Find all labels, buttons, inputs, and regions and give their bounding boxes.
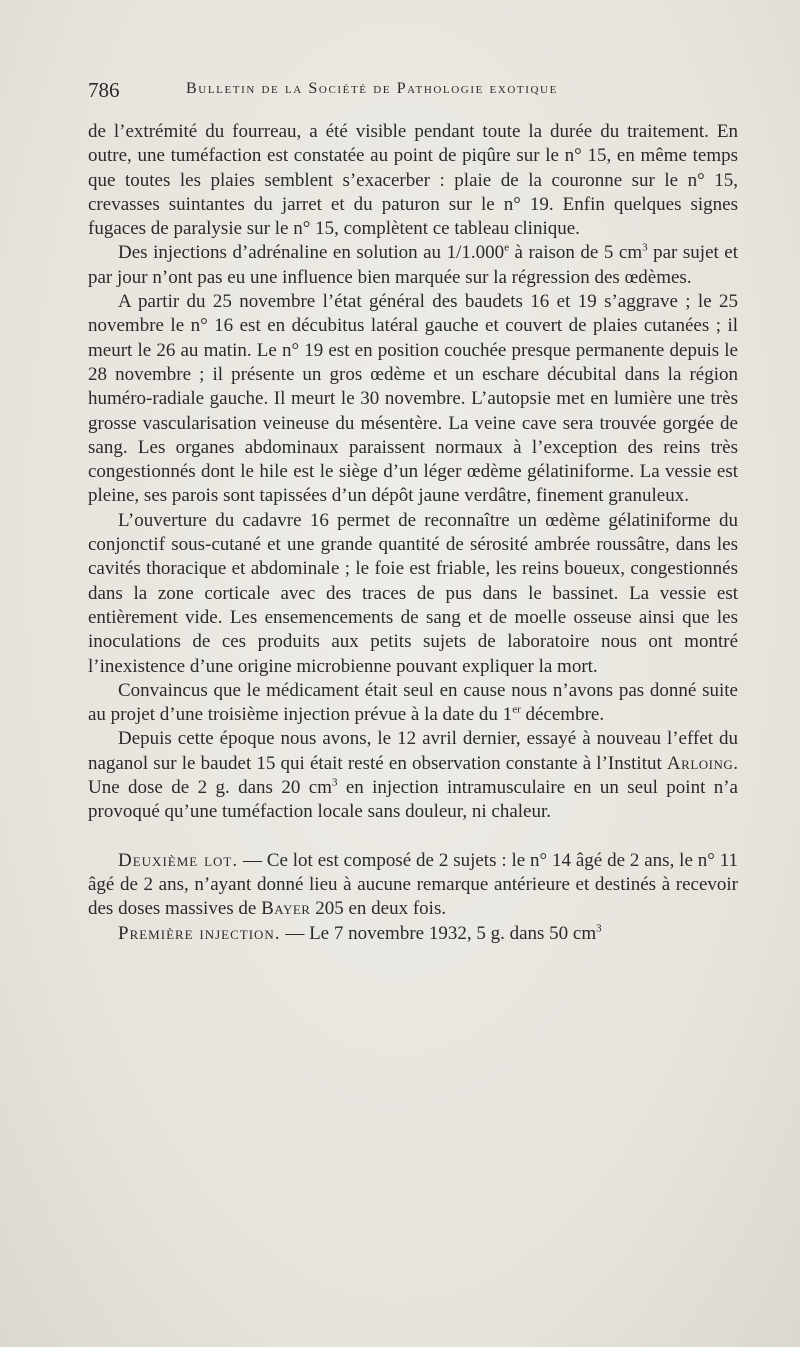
paragraph-5 bbox=[88, 679, 738, 728]
paragraph-1: de l’extrémité du fourreau, a été visible pendant toute la durée du traitement. En outre, une tuméfaction est constatée au point de piqûre sur le n° 15, en même temps que toutes les plaies semblent s’exacerber : plaie de la couronne sur le n° 15, crevasses suintantes du jarret et du paturon sur le n° 19. Enfin quelques signes fugaces de paralysie sur le n° 15, complètent ce tableau clinique. bbox=[88, 121, 738, 240]
lot-2-end: 205 en deux fois. bbox=[310, 898, 447, 920]
body-text bbox=[88, 120, 738, 946]
paragraph-3: A partir du 25 novembre l’état général des baudets 16 et 19 s’aggrave ; le 25 novembre le n° 16 est en décubitus latéral gauche et couvert de plaies cutanées ; il meurt le 26 au matin. Le n° 19 est en position couchée presque permanente depuis le 28 novembre ; il présente un gros œdème et un eschare décubital dans la région huméro-radiale gauche. Il meurt le 30 novembre. L’autopsie met en lumière une très grosse vascularisation veineuse du mésentère. La veine cave sera trouvée gorgée de sang. Les organes abdominaux paraissent normaux à l’exception des reins très congestionnés dont le hile est le siège d’un léger œdème gélatiniforme. La vessie est pleine, ses parois sont tapissées d’un dépôt jaune verdâtre, finement granuleux. bbox=[88, 291, 738, 507]
superscript: e bbox=[504, 242, 509, 255]
lot-2-title: Deuxième lot. bbox=[118, 849, 239, 871]
paragraph-2 bbox=[88, 241, 738, 290]
superscript: 3 bbox=[642, 242, 648, 255]
page-number: 786 bbox=[88, 78, 120, 102]
paragraph-4: L’ouverture du cadavre 16 permet de reconnaître un œdème gélatiniforme du conjonctif sous-cutané et une grande quantité de sérosité ambrée roussâtre, dans les cavités thoracique et abdominale ; le foie est friable, les reins boueux, congestionnés dans la zone corticale avec des traces de pus dans le bassinet. La vessie est entièrement vide. Les ensemencements de sang et de moelle osseuse ainsi que les inoculations de ces produits aux petits sujets de laboratoire nous ont montré l’inexistence d’une origine microbienne pouvant expliquer la mort. bbox=[88, 509, 738, 677]
paragraph-2-end: par sujet et par jour n’ont pas eu une influence bien marquée sur la régression des œdèmes. bbox=[88, 242, 739, 288]
superscript: 3 bbox=[331, 776, 338, 789]
paragraph-6 bbox=[88, 727, 738, 824]
superscript: 3 bbox=[596, 922, 602, 935]
superscript: er bbox=[512, 703, 521, 716]
injection-1-paragraph bbox=[88, 922, 738, 946]
paragraph-2-mid: à raison de 5 cm bbox=[509, 242, 643, 264]
paragraph-6-mid: . Une dose de 2 g. dans 20 cm bbox=[88, 752, 738, 799]
injection-1-text: — Le 7 novembre 1932, 5 g. dans 50 cm bbox=[280, 922, 597, 944]
paragraph-6-end: en injection intramusculaire en un seul point n’a provoqué qu’une tuméfaction locale sans douleur, ni chaleur. bbox=[88, 777, 738, 823]
paragraph-6-start: Depuis cette époque nous avons, le 12 avril dernier, essayé à nouveau l’effet du naganol sur le baudet 15 qui était resté en observation constante à l’Institut bbox=[88, 728, 738, 774]
institute-name: Arloing bbox=[666, 752, 734, 774]
bayer-name: Bayer bbox=[261, 898, 311, 920]
paragraph-2-start: Des injections d’adrénaline en solution au 1/1.000 bbox=[118, 242, 505, 264]
paragraph-5-end: décembre. bbox=[520, 704, 605, 726]
paragraph-5-start: Convaincus que le médicament était seul en cause nous n’avons pas donné suite au projet d’une troisième injection prévue à la date du 1 bbox=[88, 679, 738, 726]
lot-2-text: — Ce lot est composé de 2 sujets : le n° 14 âgé de 2 ans, le n° 11 âgé de 2 ans, n’ayant donné lieu à aucune remarque antérieure et destinés à recevoir des doses massives de bbox=[88, 849, 738, 920]
page-header bbox=[88, 78, 758, 106]
section-gap bbox=[88, 825, 738, 849]
running-title: Bulletin de la Société de Pathologie exotique bbox=[186, 80, 558, 97]
injection-1-title: Première injection. bbox=[118, 922, 281, 944]
lot-2-paragraph bbox=[88, 849, 738, 922]
